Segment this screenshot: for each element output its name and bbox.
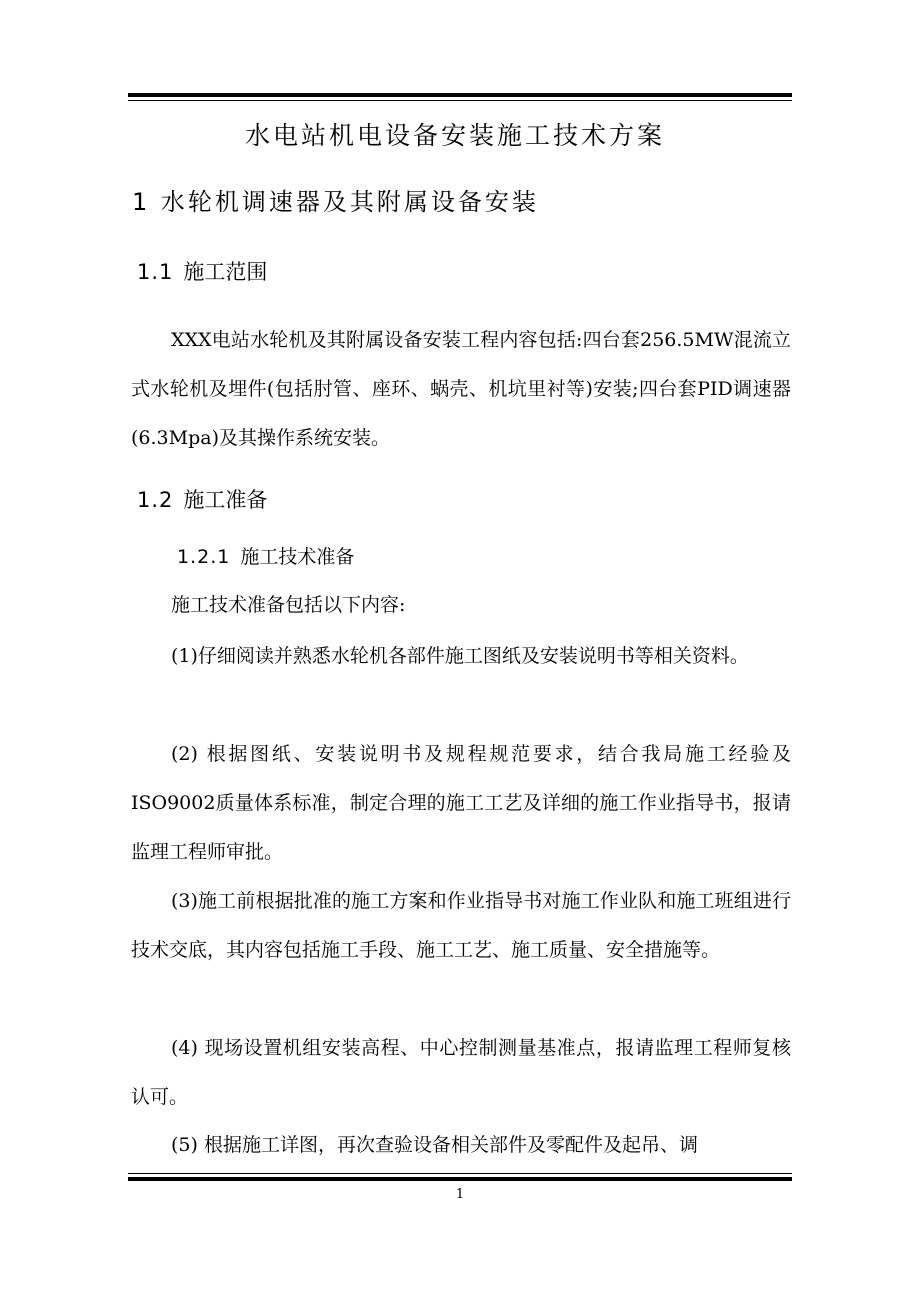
list-item: (3)施工前根据批准的施工方案和作业指导书对施工作业队和施工班组进行技术交底，其内容包括施工手段、施工工艺、施工质量、安全措施等。 <box>131 890 791 961</box>
tech-prep-intro: 施工技术准备包括以下内容: <box>171 594 406 616</box>
section-1-heading: 1 水轮机调速器及其附属设备安装 <box>132 188 539 216</box>
list-item: (2) 根据图纸、安装说明书及规程规范要求，结合我局施工经验及ISO9002质量体系标准，制定合理的施工工艺及详细的施工作业指导书，报请监理工程师审批。 <box>131 743 791 863</box>
section-1-2-number: 1.2 <box>137 488 174 512</box>
list-item: (4) 现场设置机组安装高程、中心控制测量基准点，报请监理工程师复核认可。 <box>131 1037 791 1108</box>
header-rule <box>128 93 792 101</box>
page-number: 1 <box>455 1187 465 1202</box>
footer-rule-thick-line <box>128 1177 792 1181</box>
list-item: (1)仔细阅读并熟悉水轮机各部件施工图纸及安装说明书等相关资料。 <box>171 645 749 667</box>
footer-rule <box>128 1173 792 1181</box>
section-1-2-heading <box>137 482 267 518</box>
footer-rule-thin-line <box>128 1173 792 1174</box>
scope-paragraph: XXX电站水轮机及其附属设备安装工程内容包括:四台套256.5MW混流立式水轮机及埋件(包括肘管、座环、蜗壳、机坑里衬等)安装;四台套PID调速器(6.3Mpa)及其操作系统安装。 <box>131 329 791 449</box>
section-1-1-title: 施工范围 <box>183 260 268 284</box>
document-title: 水电站机电设备安装施工技术方案 <box>244 121 665 150</box>
section-1-2-title: 施工准备 <box>183 488 268 512</box>
header-rule-thin-line <box>128 100 792 101</box>
section-1-2-1-title: 施工技术准备 <box>240 546 355 568</box>
section-1-2-1-heading <box>177 539 354 575</box>
section-1-1-heading <box>137 254 267 290</box>
header-rule-thick-line <box>128 93 792 97</box>
section-1-1-number: 1.1 <box>137 260 174 284</box>
list-item: (5) 根据施工详图，再次查验设备相关部件及零配件及起吊、调 <box>171 1134 698 1156</box>
section-1-2-1-number: 1.2.1 <box>177 546 231 568</box>
